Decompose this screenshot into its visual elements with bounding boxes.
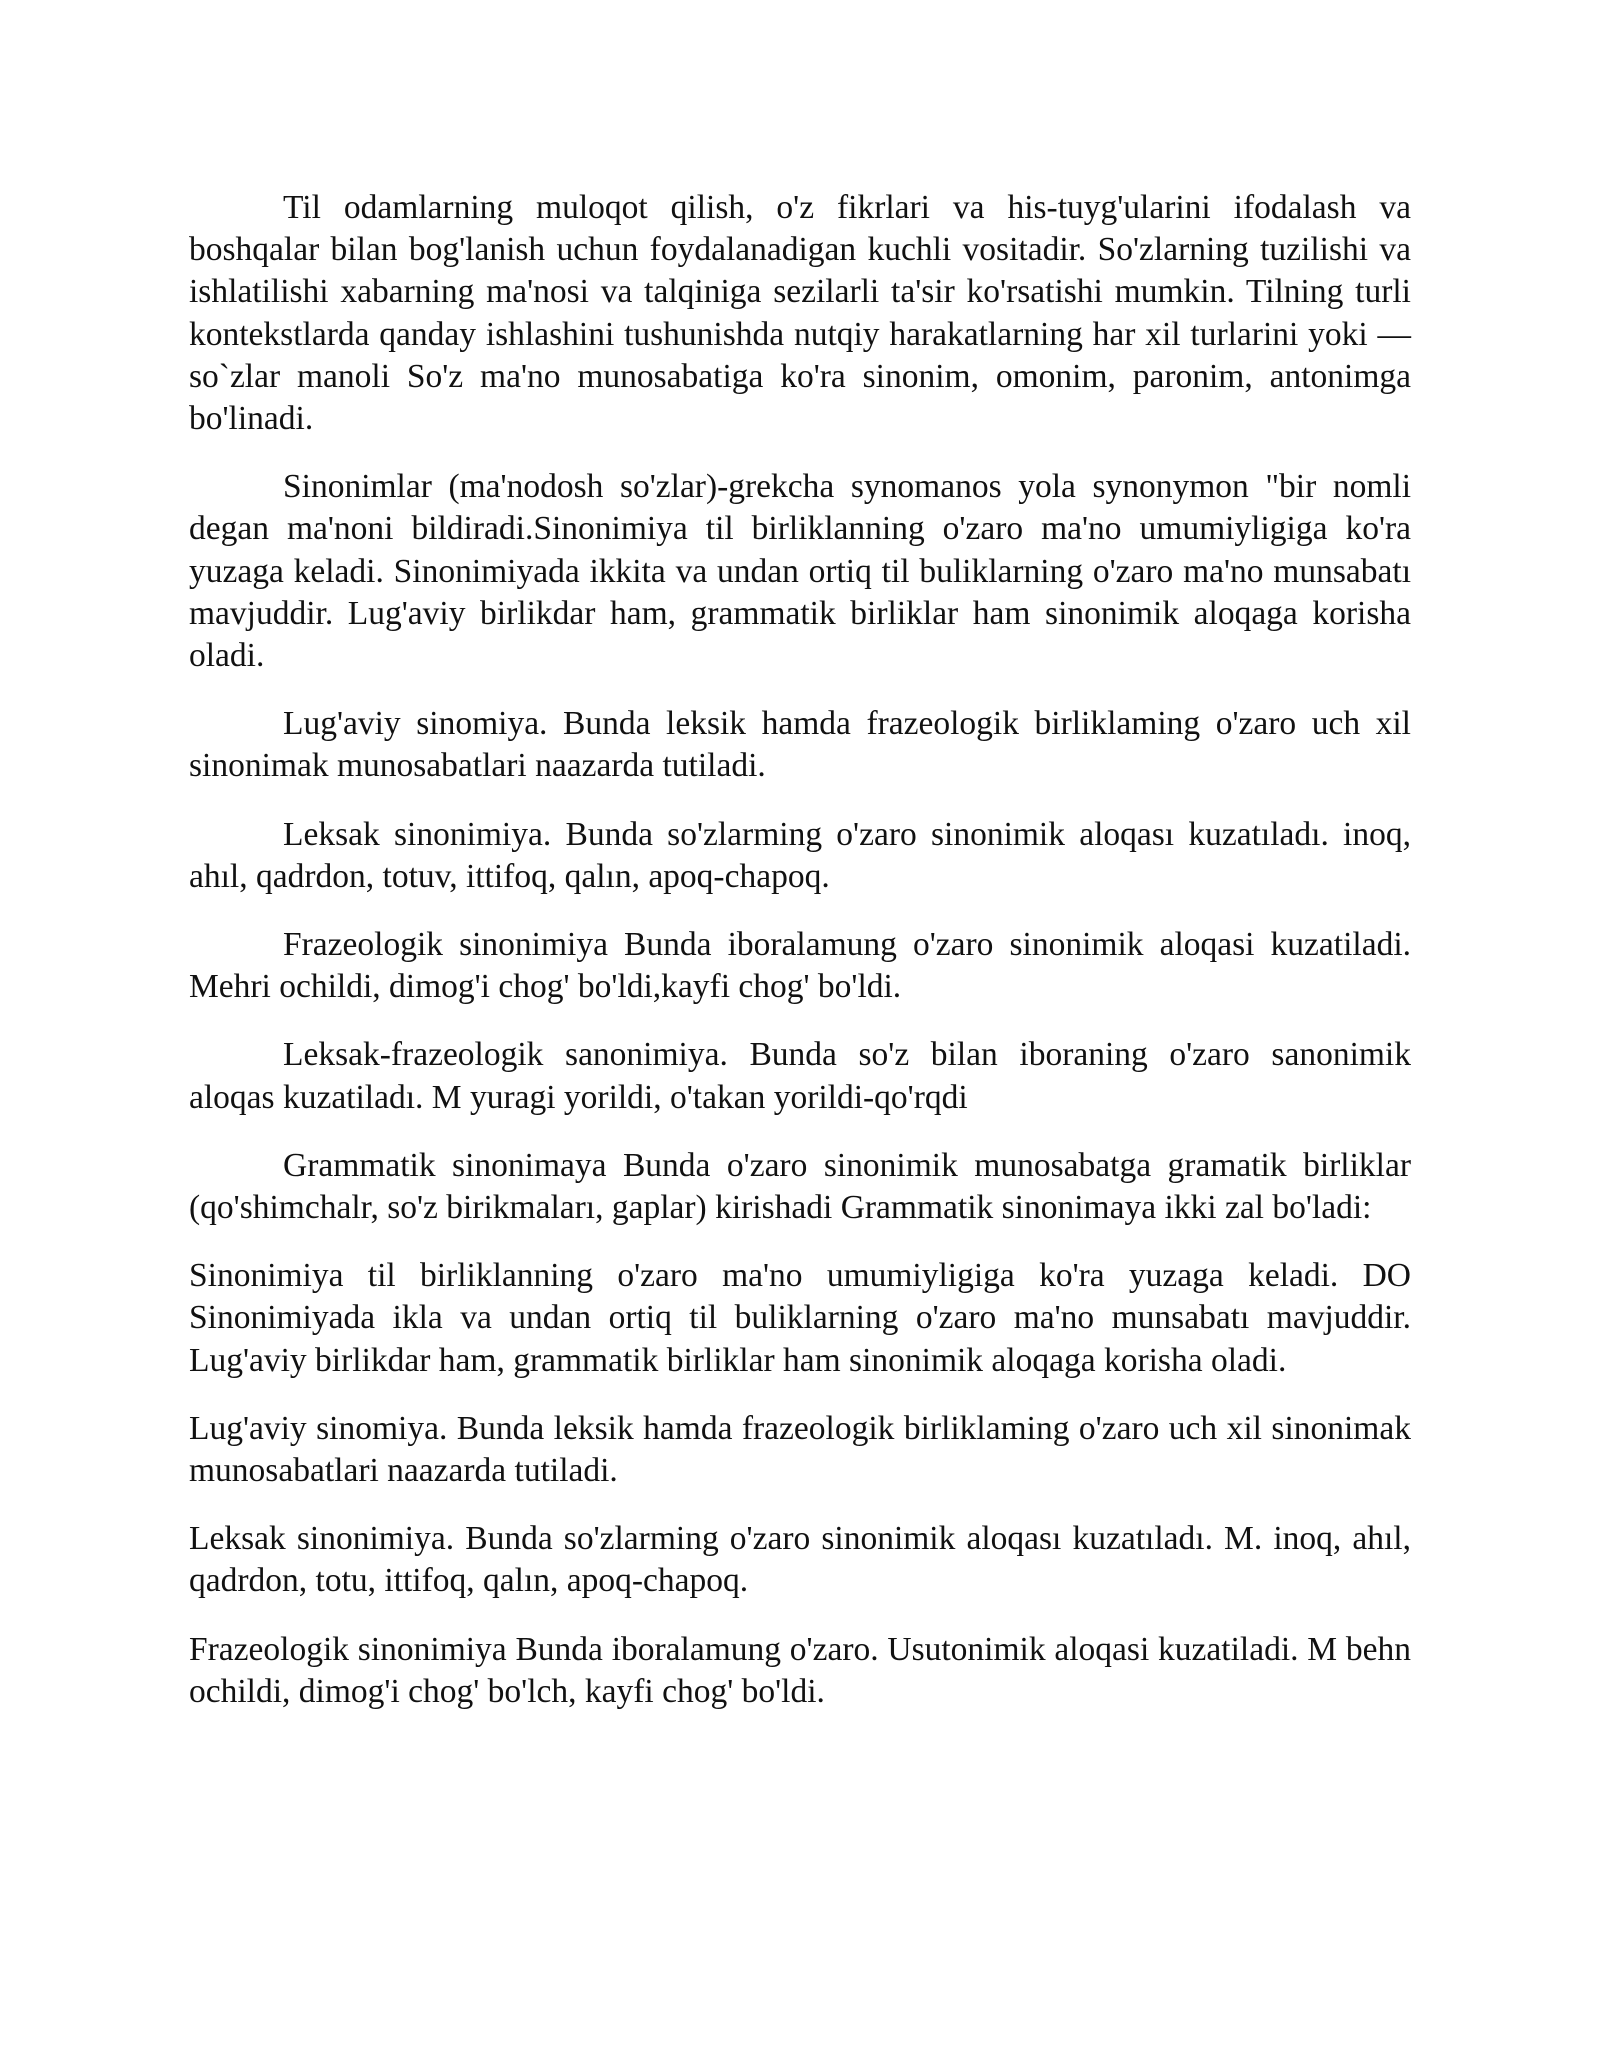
paragraph: Grammatik sinonimaya Bunda o'zaro sinonimik munosabatga gramatik birliklar (qo'shimchalr, so'z birikmaları, gaplar) kirishadi Grammatik sinonimaya ikki zal bo'ladi: — [189, 1146, 1411, 1227]
paragraph: Frazeologik sinonimiya Bunda iboralamung o'zaro. Usutonimik aloqasi kuzatiladi. M behn ochildi, dimog'i chog' bo'lch, kayfi chog' bo'ldi. — [189, 1630, 1411, 1710]
paragraph: Leksak-frazeologik sanonimiya. Bunda so'z bilan iboraning o'zaro sanonimik aloqas kuzatiladı. M yuragi yorildi, o'takan yorildi-qo'rqdi — [189, 1036, 1411, 1116]
paragraph: Sinonimlar (ma'nodosh so'zlar)-grekcha synomanos yola synonymon "bir nomli degan ma'noni bildiradi.Sinonimiya til birliklanning o'zaro ma'no umumiyligiga ko'ra yuzaga keladi. Sinonimiyada ikkita va undan ortiq til buliklarning o'zaro ma'no munsabatı mavjuddir. Lug'aviy birlikdar ham, grammatik birliklar ham sinonimik aloqaga korisha oladi. — [189, 468, 1411, 675]
document-body — [189, 187, 1411, 1739]
paragraph: Lug'aviy sinomiya. Bunda leksik hamda frazeologik birliklaming o'zaro uch xil sinonimak munosabatlari naazarda tutiladi. — [189, 1409, 1411, 1490]
paragraph: Sinonimiya til birliklanning o'zaro ma'no umumiyligiga ko'ra yuzaga keladi. DO Sinonimiyada ikla va undan ortiq til buliklarning o'zaro ma'no munsabatı mavjuddir. Lug'aviy birlikdar ham, grammatik birliklar ham sinonimik aloqaga korisha oladi. — [189, 1257, 1411, 1379]
paragraph: Leksak sinonimiya. Bunda so'zlarming o'zaro sinonimik aloqası kuzatıladı. inoq, ahıl, qadrdon, totuv, ittifoq, qalın, apoq-chapoq. — [189, 815, 1411, 895]
paragraph: Lug'aviy sinomiya. Bunda leksik hamda frazeologik birliklaming o'zaro uch xil sinonimak munosabatlari naazarda tutiladi. — [189, 705, 1411, 785]
paragraph: Til odamlarning muloqot qilish, o'z fikrlari va his-tuyg'ularini ifodalash va boshqalar bilan bog'lanish uchun foydalanadigan kuchli vositadir. So'zlarning tuzilishi va ishlatilishi xabarning ma'nosi va talqiniga sezilarli ta'sir ko'rsatishi mumkin. Tilning turli kontekstlarda qanday ishlashini tushunishda nutqiy harakatlarning har xil turlarini yoki —so`zlar manoli So'z ma'no munosabatiga ko'ra sinonim, omonim, paronim, antonimga bo'linadi. — [189, 189, 1411, 438]
paragraph: Leksak sinonimiya. Bunda so'zlarming o'zaro sinonimik aloqası kuzatıladı. M. inoq, ahıl, qadrdon, totu, ittifoq, qalın, apoq-chapoq. — [189, 1520, 1411, 1600]
paragraph: Frazeologik sinonimiya Bunda iboralamung o'zaro sinonimik aloqasi kuzatiladi. Mehri ochildi, dimog'i chog' bo'ldi,kayfi chog' bo'ldi. — [189, 926, 1411, 1006]
